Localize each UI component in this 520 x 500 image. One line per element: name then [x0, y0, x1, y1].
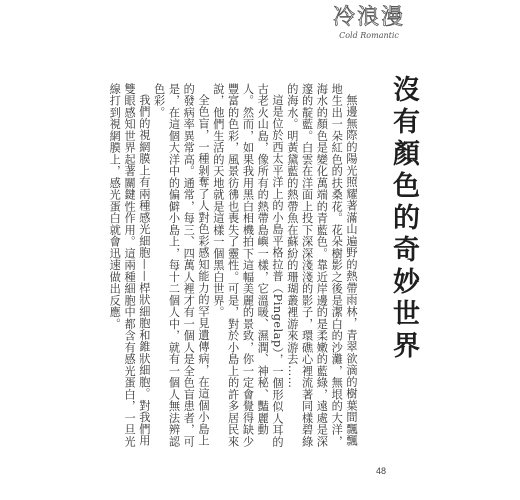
article-body: [108, 83, 358, 455]
logo-text: 冷浪漫: [332, 5, 405, 30]
series-logo: [330, 4, 408, 44]
paragraph-4: 我們的視網膜上有兩種感光細胞——桿狀細胞和錐狀細胞。對我們用雙眼感知世界起著關鍵性作用。這兩種細胞中都含有感光蛋白，一旦光線打到視網膜上，感光蛋白就會迅速做出反應。: [108, 83, 151, 448]
paragraph-2: 這是位於西太平洋上的小島平格拉普（Pingelap），一個形似人耳的古老火山島，像所有的熱帶島嶼一樣，它溫暖、濕潤、神秘、豔麗動人。然而，如果我用黑白相機拍下這幅美麗的景致，你一定會覺得缺少豐富的色彩，風景彷彿也喪失了靈性。可是，對於小島上的許多居民來說，他們生活的天地就是這樣一個黑白世界。: [211, 83, 285, 448]
article-title: 沒有顏色的奇妙世界: [388, 75, 419, 363]
page-number: 48: [376, 466, 387, 476]
logo-subtitle: Cold Romantic: [339, 31, 399, 40]
paragraph-1: 無邊無際的陽光照耀著滿山遍野的熱帶雨林，青翠欲滴的樹葉間飄飄地生出一朵紅色的扶桑花。花朵樹影之後是潔白的沙灘，無垠的大洋，海水的顏色是變化萬端的青藍色。靠近岸邊的是柔嫩的藍綠，遠處是深邃的靛藍。白雲在洋面上投下深深淺淺的影子，環礁心裡流著同樣碧綠的海水。明黃黛藍的熱帶魚在蘇紛的珊瑚叢裡游來游去……: [285, 83, 358, 448]
paragraph-3: 全色盲，一種剝奪了人對色彩感知能力的罕見遺傳病，在這個小島上的發病率異常高。通常，每三、四萬人裡才有一個人是全色盲患者，可是，在這個大洋中的偏僻小島上，每十二個人中，就有一個人無法辨認色彩。: [152, 83, 211, 448]
